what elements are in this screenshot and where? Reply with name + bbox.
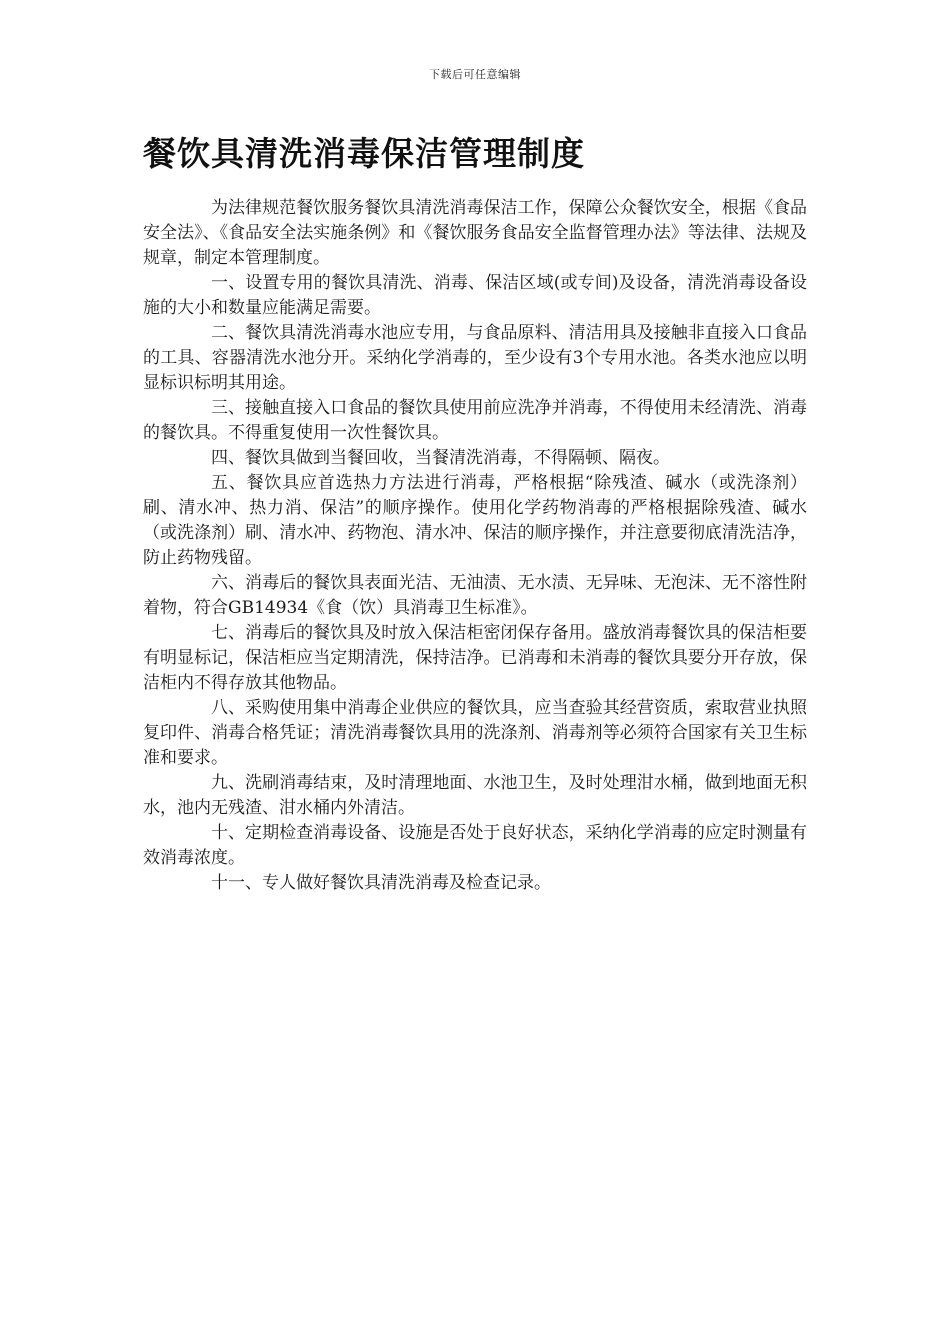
clause-2: 二、餐饮具清洗消毒水池应专用，与食品原料、清洁用具及接触非直接入口食品的工具、容器清洗水池分开。采纳化学消毒的，至少设有3个专用水池。各类水池应以明显标识标明其用途。 (143, 323, 807, 393)
clause-3: 三、接触直接入口食品的餐饮具使用前应洗净并消毒，不得使用未经清洗、消毒的餐饮具。不得重复使用一次性餐饮具。 (143, 398, 807, 443)
document-body (143, 196, 807, 896)
intro-paragraph: 为法律规范餐饮服务餐饮具清洗消毒保洁工作，保障公众餐饮安全，根据《食品安全法》、《食品安全法实施条例》和《餐饮服务食品安全监督管理办法》等法律、法规及规章，制定本管理制度。 (143, 198, 807, 268)
clause-4: 四、餐饮具做到当餐回收，当餐清洗消毒，不得隔顿、隔夜。 (211, 448, 670, 468)
clause-8: 八、采购使用集中消毒企业供应的餐饮具，应当查验其经营资质，索取营业执照复印件、消毒合格凭证；清洗消毒餐饮具用的洗涤剂、消毒剂等必须符合国家有关卫生标准和要求。 (143, 698, 807, 768)
clause-9: 九、洗刷消毒结束，及时清理地面、水池卫生，及时处理泔水桶，做到地面无积水，池内无残渣、泔水桶内外清洁。 (143, 773, 807, 818)
page-title: 餐饮具清洗消毒保洁管理制度 (143, 134, 585, 173)
clause-5: 五、餐饮具应首选热力方法进行消毒，严格根据“除残渣、碱水（或洗涤剂）刷、清水冲、热力消、保洁”的顺序操作。使用化学药物消毒的严格根据除残渣、碱水（或洗涤剂）刷、清水冲、药物泡、清水冲、保洁的顺序操作，并注意要彻底清洗洁净，防止药物残留。 (143, 473, 807, 568)
header-note: 下载后可任意编辑 (429, 68, 521, 81)
clause-11: 十一、专人做好餐饮具清洗消毒及检查记录。 (211, 873, 551, 893)
clause-1: 一、设置专用的餐饮具清洗、消毒、保洁区域(或专间)及设备，清洗消毒设备设施的大小和数量应能满足需要。 (143, 273, 807, 318)
clause-6: 六、消毒后的餐饮具表面光洁、无油渍、无水渍、无异味、无泡沫、无不溶性附着物，符合GB14934《食（饮）具消毒卫生标准》。 (143, 573, 807, 618)
clause-10: 十、定期检查消毒设备、设施是否处于良好状态，采纳化学消毒的应定时测量有效消毒浓度。 (143, 823, 807, 868)
clause-7: 七、消毒后的餐饮具及时放入保洁柜密闭保存备用。盛放消毒餐饮具的保洁柜要有明显标记，保洁柜应当定期清洗，保持洁净。已消毒和未消毒的餐饮具要分开存放，保洁柜内不得存放其他物品。 (143, 623, 807, 693)
